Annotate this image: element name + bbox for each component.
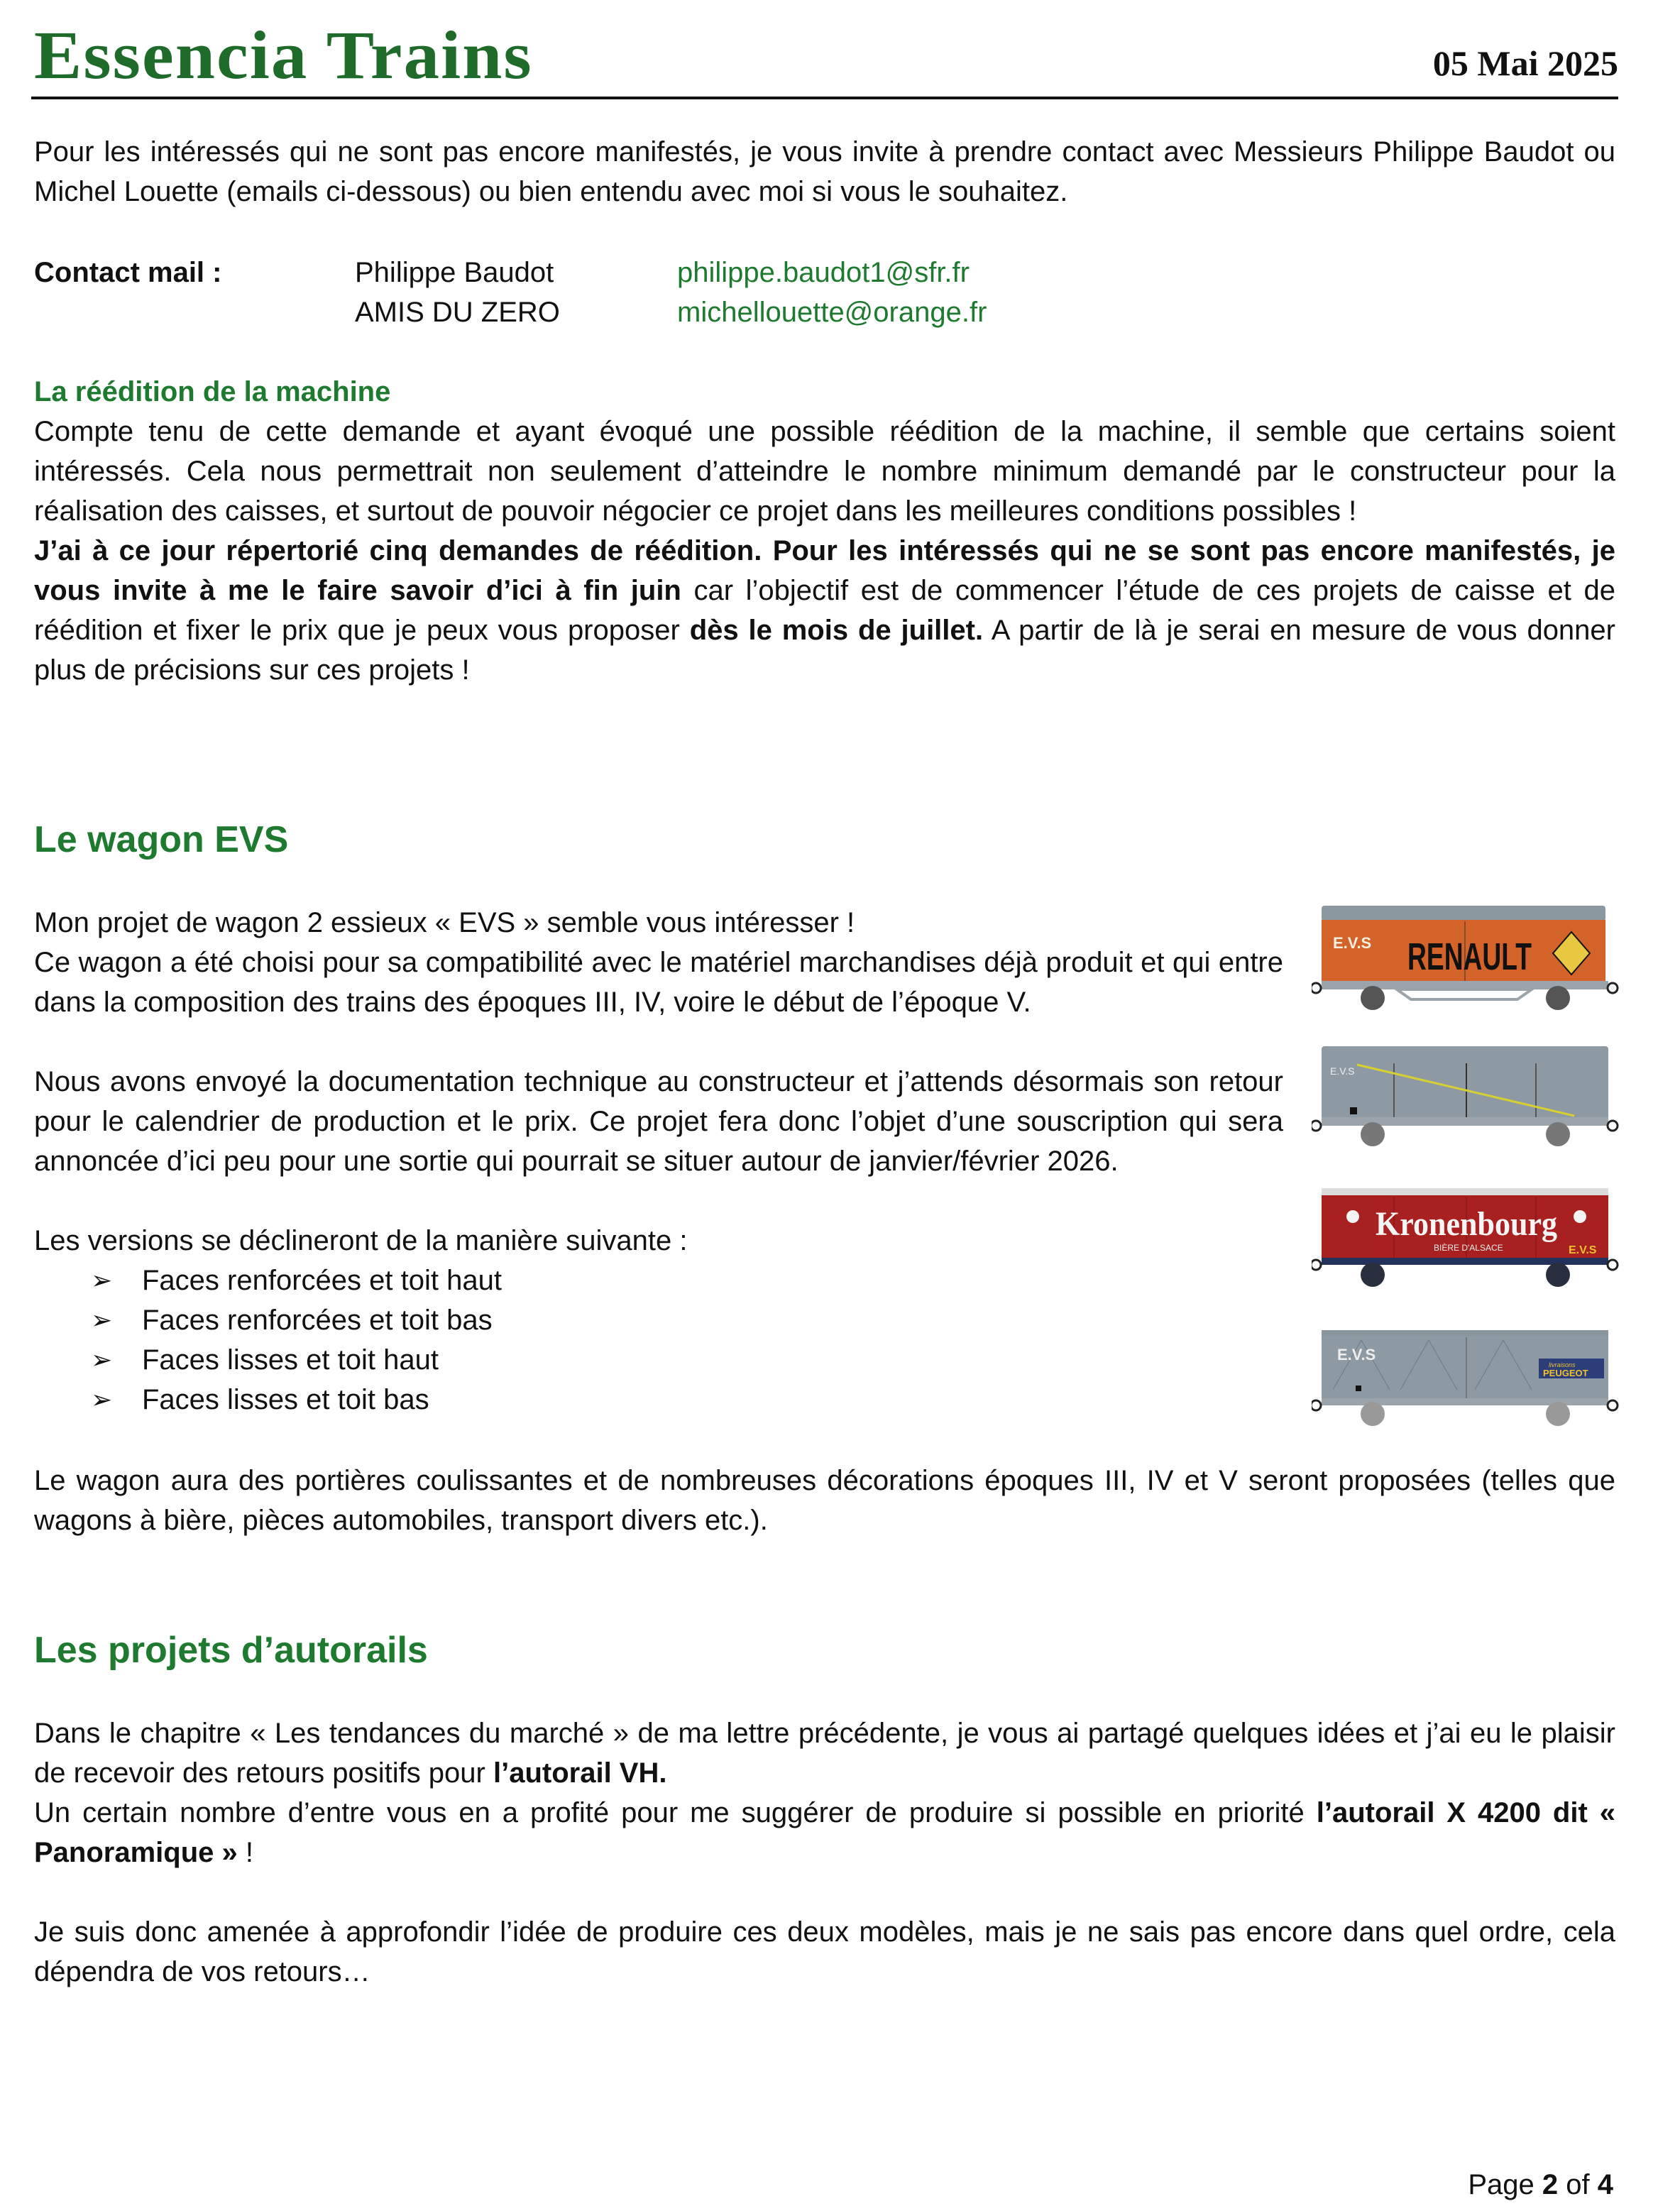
intro-text: Pour les intéressés qui ne sont pas encore manifestés, je vous invite à prendre contact avec Messieurs Philippe Baudot ou Michel Louette (emails ci-dessous) ou bien entendu avec moi si vous le souhaitez.: [34, 136, 1615, 207]
evs-closing-text: Le wagon aura des portières coulissantes et de nombreuses décorations époques III, IV et V seront proposées (telles que wagons à bière, pièces automobiles, transport divers etc.).: [34, 1465, 1615, 1536]
reedition-para-2: J’ai à ce jour répertorié cinq demandes de réédition. Pour les intéressés qui ne se sont pas encore manifestés, je vous invite à me le faire savoir d’ici à fin juin car l’objectif est de commencer l’étude de ces projets de caisse et de réédition et fixer le prix que je peux vous proposer dès le mois de juillet. A partir de là je serai en mesure de vous donner plus de précisions sur ces projets !: [34, 535, 1615, 686]
contact-email-1[interactable]: philippe.baudot1@sfr.fr: [677, 257, 970, 288]
arrow-bullet-icon: ➢: [91, 1266, 113, 1295]
autorail-vh: l’autorail VH: [493, 1757, 659, 1789]
page-number: Page 2 of 4: [1468, 2169, 1613, 2200]
evs-section-body: [34, 903, 1283, 1420]
reedition-title: La réédition de la machine: [34, 376, 391, 407]
svg-text:E.V.S: E.V.S: [1333, 934, 1372, 952]
header-rule: [31, 97, 1618, 99]
autorails-para-2: Un certain nombre d’entre vous en a profité pour me suggérer de produire si possible en priorité l’autorail X 4200 dit « Panoramique » !: [34, 1797, 1615, 1868]
list-item: ➢ Faces renforcées et toit bas: [34, 1300, 1283, 1340]
evs-versions-list: [34, 1261, 1283, 1420]
reedition-para-1: Compte tenu de cette demande et ayant évoqué une possible réédition de la machine, il semble que certains soient intéressés. Cela nous permettrait non seulement d’atteindre le nombre minimum demandé par le constructeur pour la réalisation des caisses, et surtout de pouvoir négocier ce projet dans les meilleures conditions possibles !: [34, 416, 1615, 527]
autorails-section-body: [34, 1713, 1615, 1992]
list-item: ➢ Faces lisses et toit haut: [34, 1340, 1283, 1380]
contact-email-2[interactable]: michellouette@orange.fr: [677, 297, 987, 328]
svg-text:RENAULT: RENAULT: [1407, 936, 1532, 978]
wagon-image-peugeot: [1312, 1326, 1631, 1432]
reedition-bold-2: dès le mois de juillet.: [689, 615, 984, 646]
arrow-bullet-icon: ➢: [91, 1305, 113, 1334]
autorails-para-3: Je suis donc amenée à approfondir l’idée de produire ces deux modèles, mais je ne sais pas encore dans quel ordre, cela dépendra de vos retours…: [34, 1916, 1615, 1987]
reedition-section: [34, 372, 1615, 690]
wagon-image-kronenbourg: [1312, 1185, 1631, 1292]
wagon-image-grey-plain: [1312, 1043, 1631, 1150]
svg-text:livraisons: livraisons: [1549, 1361, 1576, 1368]
evs-para-1a: Mon projet de wagon 2 essieux « EVS » semble vous intéresser !: [34, 907, 855, 938]
evs-para-1b: Ce wagon a été choisi pour sa compatibilité avec le matériel marchandises déjà produit et qui entre dans la composition des trains des époques III, IV, voire le début de l’époque V.: [34, 947, 1283, 1018]
contact-label: Contact mail :: [34, 257, 222, 288]
svg-text:E.V.S: E.V.S: [1330, 1065, 1355, 1077]
current-page: 2: [1542, 2169, 1559, 2200]
intro-paragraph: [34, 132, 1615, 212]
svg-text:Kronenbourg: Kronenbourg: [1376, 1205, 1557, 1243]
evs-section-title: Le wagon EVS: [34, 819, 289, 860]
list-item: ➢ Faces renforcées et toit haut: [34, 1261, 1283, 1300]
arrow-bullet-icon: ➢: [91, 1345, 113, 1374]
evs-versions-intro: Les versions se déclineront de la manière suivante :: [34, 1225, 688, 1256]
total-pages: 4: [1597, 2169, 1613, 2200]
wagon-image-renault: [1312, 900, 1631, 1014]
svg-text:PEUGEOT: PEUGEOT: [1543, 1368, 1588, 1378]
autorail-x4200: l’autorail X 4200 dit « Panoramique »: [34, 1797, 1615, 1868]
brand-title: Essencia Trains: [34, 17, 533, 93]
reedition-bold-1: J’ai à ce jour répertorié cinq demandes de réédition. Pour les intéressés qui ne se sont pas encore manifestés, je vous invite à me le faire savoir d’ici à fin juin: [34, 535, 1615, 606]
svg-text:E.V.S: E.V.S: [1569, 1244, 1597, 1256]
svg-text:BIÈRE D'ALSACE: BIÈRE D'ALSACE: [1434, 1243, 1503, 1253]
autorails-para-1: Dans le chapitre « Les tendances du marché » de ma lettre précédente, je vous ai partagé quelques idées et j’ai eu le plaisir de recevoir des retours positifs pour l’autorail VH.: [34, 1718, 1615, 1789]
contact-name-2: AMIS DU ZERO: [355, 297, 560, 328]
list-item: ➢ Faces lisses et toit bas: [34, 1380, 1283, 1420]
page-header: [34, 13, 1618, 98]
svg-text:E.V.S: E.V.S: [1337, 1346, 1376, 1364]
autorails-section-title: Les projets d’autorails: [34, 1630, 428, 1671]
evs-para-2: Nous avons envoyé la documentation technique au constructeur et j’attends désormais son retour pour le calendrier de production et le prix. Ce projet fera donc l’objet d’une souscription qui sera annoncée d’ici peu pour une sortie qui pourrait se situer autour de janvier/février 2026.: [34, 1066, 1283, 1177]
issue-date: 05 Mai 2025: [1432, 43, 1618, 83]
contact-name-1: Philippe Baudot: [355, 257, 554, 288]
arrow-bullet-icon: ➢: [91, 1385, 113, 1414]
evs-closing: [34, 1461, 1615, 1540]
